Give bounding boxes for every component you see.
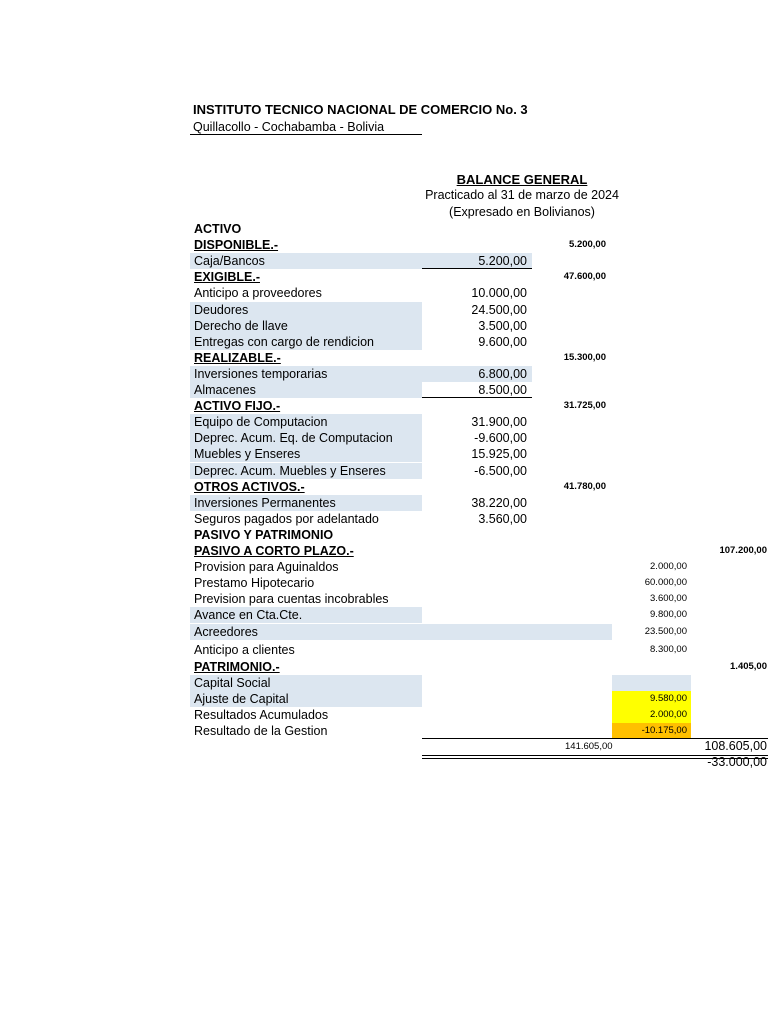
account-amount: -6.500,00: [474, 463, 527, 478]
table-row: [190, 495, 768, 511]
table-row: [190, 591, 768, 607]
group-total: 1.405,00: [730, 660, 767, 672]
section-subtotal: 15.300,00: [563, 351, 606, 363]
account-label: Capital Social: [194, 675, 271, 690]
liability-amount: 3.600,00: [650, 593, 687, 605]
liability-amount: 23.500,00: [644, 625, 687, 637]
account-label: Deprec. Acum. Muebles y Enseres: [194, 463, 386, 478]
institution-location: Quillacollo - Cochabamba - Bolivia: [193, 120, 385, 134]
caja-underline: [422, 268, 532, 269]
account-label: Seguros pagados por adelantado: [194, 511, 379, 526]
header-underline: [190, 134, 422, 135]
account-label: Inversiones temporarias: [194, 366, 328, 381]
account-amount: 24.500,00: [471, 302, 527, 317]
account-amount: 38.220,00: [471, 495, 527, 510]
almacenes-underline: [422, 397, 532, 398]
account-label: Deudores: [194, 302, 249, 317]
liability-amount: 9.800,00: [650, 609, 687, 621]
account-label: Avance en Cta.Cte.: [194, 608, 303, 623]
section-heading: ACTIVO FIJO.-: [194, 399, 281, 414]
account-label: Derecho de llave: [194, 318, 288, 333]
table-row: [190, 675, 768, 691]
account-amount: 15.925,00: [471, 447, 527, 462]
table-row: [190, 707, 768, 723]
table-row: [190, 624, 768, 640]
account-amount: 8.500,00: [478, 383, 527, 397]
account-amount: 3.500,00: [478, 318, 527, 333]
account-amount: 10.000,00: [471, 286, 527, 301]
amount-shade: [422, 624, 612, 640]
table-row: [190, 543, 768, 559]
table-row: [190, 659, 768, 675]
table-row: [190, 511, 768, 527]
liabilities-total: 108.605,00: [704, 739, 767, 753]
table-row: [190, 527, 768, 543]
section-heading: EXIGIBLE.-: [194, 270, 260, 285]
section-heading: PASIVO A CORTO PLAZO.-: [194, 544, 354, 558]
report-title: BALANCE GENERAL: [456, 172, 588, 187]
table-row: [190, 285, 768, 301]
liability-amount: -10.175,00: [641, 725, 687, 737]
table-row: [190, 221, 768, 237]
col4-shade: [612, 675, 691, 691]
section-subtotal: 31.725,00: [563, 400, 606, 412]
account-label: Ajuste de Capital: [194, 691, 289, 706]
account-label: Deprec. Acum. Eq. de Computacion: [194, 431, 393, 446]
account-amount: 9.600,00: [478, 334, 527, 349]
account-amount: 6.800,00: [478, 366, 527, 381]
account-label: Anticipo a proveedores: [194, 286, 322, 301]
account-label: Caja/Bancos: [194, 254, 265, 269]
account-label: Entregas con cargo de rendicion: [194, 334, 374, 349]
account-label: Acreedores: [194, 624, 258, 639]
account-label: Prestamo Hipotecario: [194, 576, 315, 591]
liability-amount: 2.000,00: [650, 561, 687, 573]
section-heading: PATRIMONIO.-: [194, 659, 280, 674]
account-amount: 5.200,00: [478, 254, 527, 269]
liability-amount: 9.580,00: [650, 692, 687, 704]
liability-amount: 2.000,00: [650, 709, 687, 720]
assets-total: 141.605,00: [565, 741, 613, 752]
section-heading: REALIZABLE.-: [194, 350, 281, 365]
table-row: [190, 350, 768, 366]
report-currency: (Expresado en Bolivianos): [449, 205, 595, 219]
table-row: [190, 237, 768, 253]
account-amount: 31.900,00: [471, 415, 527, 430]
table-row: [190, 463, 768, 479]
liability-amount: 60.000,00: [644, 577, 687, 589]
section-heading: ACTIVO: [194, 222, 242, 236]
table-row: [190, 446, 768, 462]
account-label: Muebles y Enseres: [194, 447, 301, 462]
table-row: [190, 302, 768, 318]
account-label: Almacenes: [194, 383, 256, 397]
account-amount: -9.600,00: [474, 431, 527, 446]
section-subtotal: 47.600,00: [563, 271, 606, 283]
report-date: Practicado al 31 de marzo de 2024: [425, 188, 619, 202]
table-row: [190, 575, 768, 591]
table-row: [190, 430, 768, 446]
account-label: Prevision para cuentas incobrables: [194, 592, 389, 607]
table-row: [190, 382, 768, 398]
difference-total: -33.000,00: [707, 755, 767, 769]
table-row: [190, 414, 768, 430]
table-row: [190, 318, 768, 334]
account-label: Resultados Acumulados: [194, 708, 329, 722]
section-heading: PASIVO Y PATRIMONIO: [194, 527, 334, 542]
table-row: [190, 398, 768, 414]
institution-title: INSTITUTO TECNICO NACIONAL DE COMERCIO No. 3: [193, 102, 528, 117]
section-subtotal: 41.780,00: [563, 480, 606, 492]
account-label: Anticipo a clientes: [194, 642, 295, 657]
account-label: Inversiones Permanentes: [194, 495, 336, 510]
table-row: [190, 253, 768, 269]
table-row: [190, 607, 768, 623]
section-heading: DISPONIBLE.-: [194, 238, 279, 253]
section-heading: OTROS ACTIVOS.-: [194, 479, 305, 494]
liability-amount: 8.300,00: [650, 643, 687, 655]
account-amount: 3.560,00: [478, 511, 527, 526]
table-row: [190, 269, 768, 285]
table-row: [190, 642, 768, 658]
table-row: [190, 479, 768, 495]
group-total: 107.200,00: [719, 545, 767, 556]
table-row: [190, 723, 768, 739]
account-label: Resultado de la Gestion: [194, 724, 328, 739]
table-row: [190, 559, 768, 575]
section-subtotal: 5.200,00: [569, 239, 606, 251]
table-row: [190, 366, 768, 382]
account-label: Equipo de Computacion: [194, 415, 328, 430]
table-row: [190, 334, 768, 350]
account-label: Provision para Aguinaldos: [194, 560, 339, 575]
table-row: [190, 691, 768, 707]
